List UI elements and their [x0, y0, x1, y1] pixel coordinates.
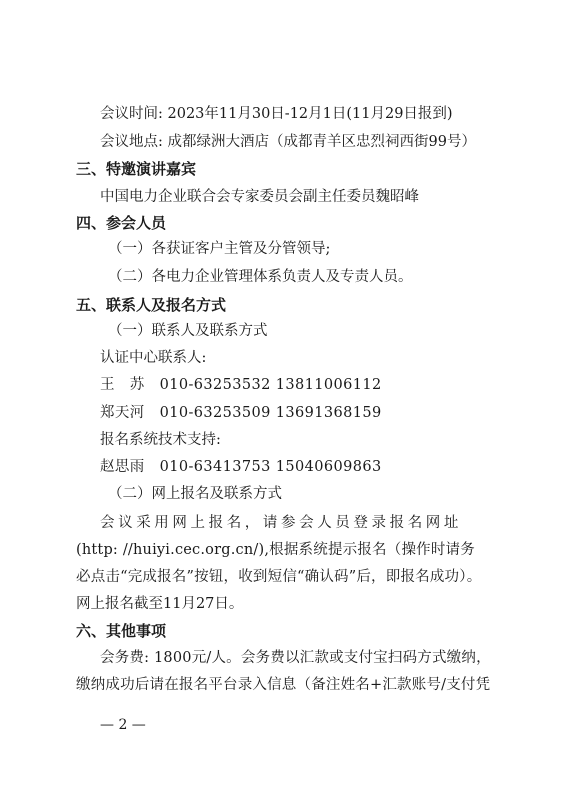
- registration-paragraph-line-2: (http: //huiyi.cec.org.cn/),根据系统提示报名（操作时请务: [76, 542, 475, 558]
- participant-item-2: （二）各电力企业管理体系负责人及专责人员。: [108, 269, 413, 285]
- page-number: — 2 —: [100, 717, 146, 733]
- section-heading-other-matters: 六、其他事项: [76, 622, 167, 640]
- participant-item-1: （一）各获证客户主管及分管领导;: [108, 241, 331, 257]
- section-heading-contact-registration: 五、联系人及报名方式: [76, 296, 227, 314]
- registration-paragraph-line-3: 必点击“完成报名”按钮，收到短信“确认码”后，即报名成功）。: [76, 569, 482, 585]
- cert-center-contacts-label: 认证中心联系人:: [100, 350, 207, 366]
- subheading-contacts: （一）联系人及联系方式: [108, 323, 268, 339]
- fee-paragraph-line-2: 缴纳成功后请在报名平台录入信息（备注姓名+汇款账号/支付凭: [76, 677, 491, 693]
- keynote-speaker: 中国电力企业联合会专家委员会副主任委员魏昭峰: [100, 189, 419, 205]
- meeting-time: 会议时间: 2023年11月30日-12月1日(11月29日报到): [100, 106, 453, 122]
- registration-paragraph-line-1: 会议采用网上报名，请参会人员登录报名网址: [100, 515, 462, 531]
- section-heading-participants: 四、参会人员: [76, 214, 167, 232]
- registration-deadline: 网上报名截至11月27日。: [76, 596, 244, 612]
- tech-support-label: 报名系统技术支持:: [100, 432, 221, 448]
- contact-wang-su: 王 苏 010-63253532 13811006112: [100, 377, 382, 393]
- subheading-online-registration: （二）网上报名及联系方式: [108, 486, 282, 502]
- section-heading-keynote-speaker: 三、特邀演讲嘉宾: [76, 160, 197, 178]
- fee-paragraph-line-1: 会务费: 1800元/人。会务费以汇款或支付宝扫码方式缴纳，: [100, 650, 491, 666]
- contact-zhao-siyu: 赵思雨 010-63413753 15040609863: [100, 459, 382, 475]
- meeting-venue: 会议地点: 成都绿洲大酒店（成都青羊区忠烈祠西街99号）: [100, 134, 476, 150]
- contact-zheng-tianhe: 郑天河 010-63253509 13691368159: [100, 405, 382, 421]
